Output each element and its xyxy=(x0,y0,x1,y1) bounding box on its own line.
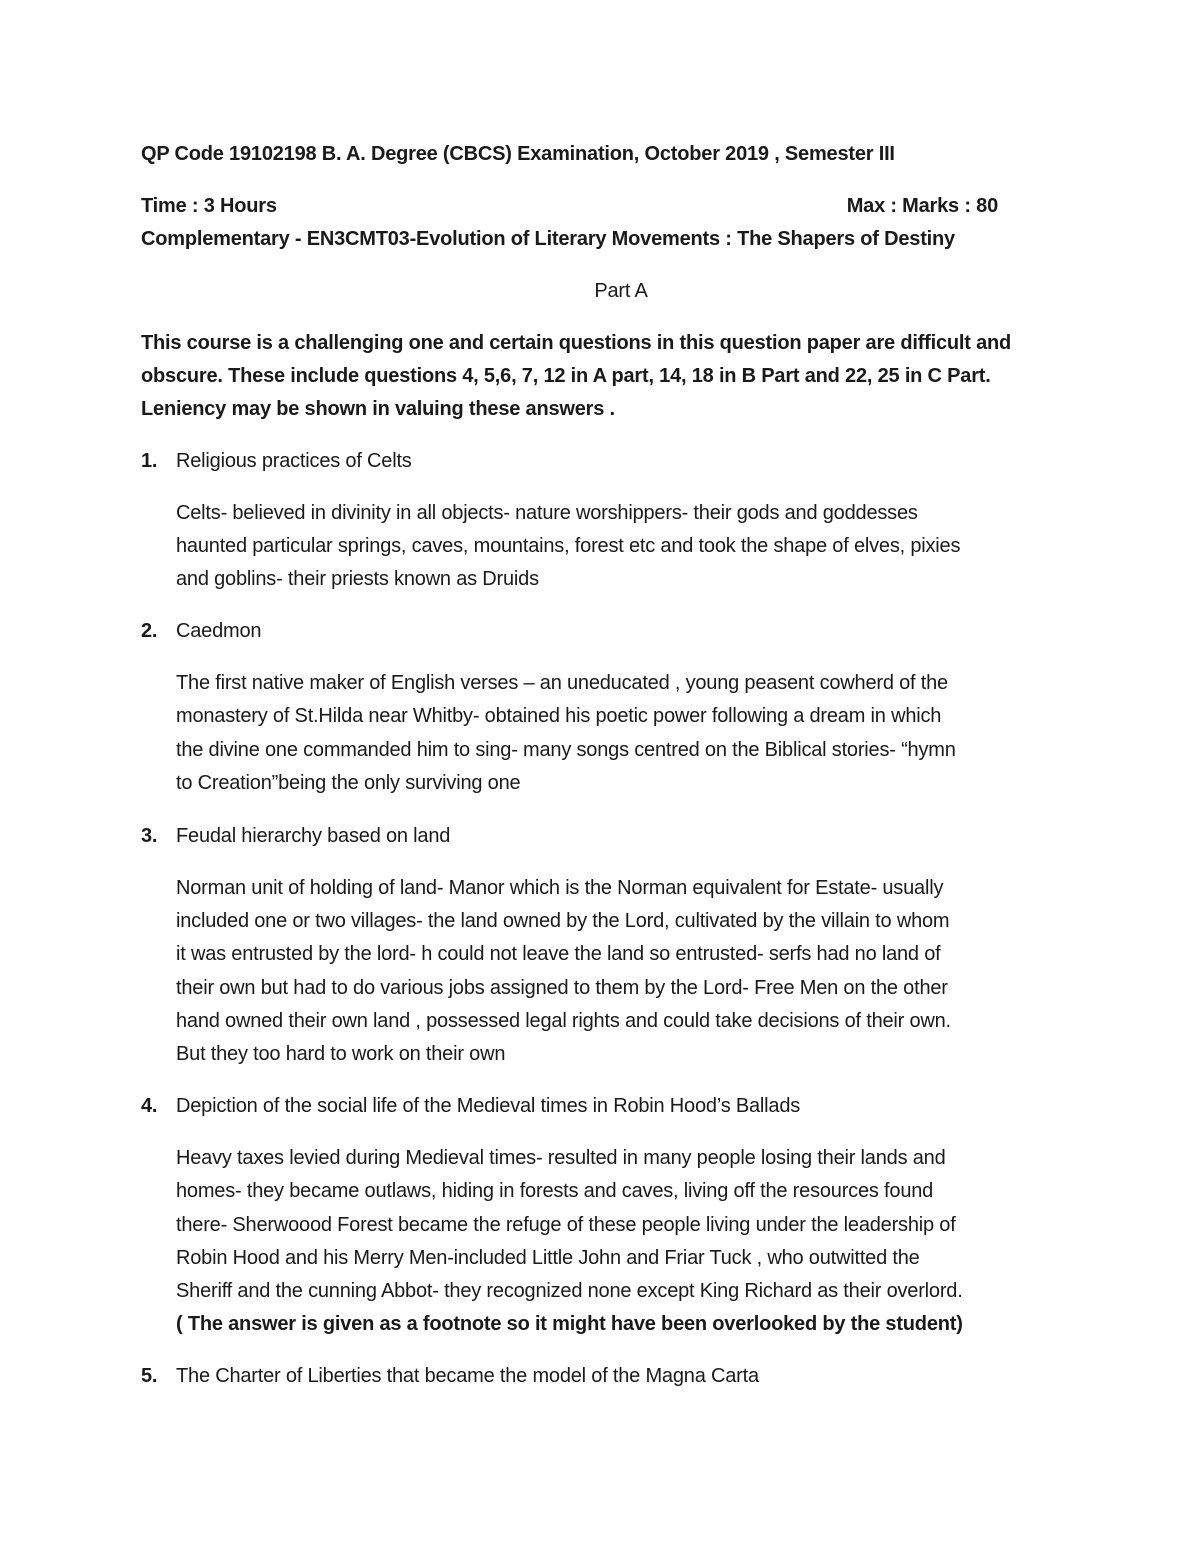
answer-line: to Creation”being the only surviving one xyxy=(176,771,521,794)
answer-line: homes- they became outlaws, hiding in forests and caves, living off the resources found xyxy=(176,1180,934,1203)
question-title: Depiction of the social life of the Medieval times in Robin Hood’s Ballads xyxy=(176,1095,801,1118)
exam-time: Time : 3 Hours xyxy=(141,195,277,217)
answer-line: monastery of St.Hilda near Whitby- obtained his poetic power following a dream in which xyxy=(176,705,942,728)
answer-2 xyxy=(176,667,1061,800)
question-2 xyxy=(141,615,1061,648)
max-marks: Max : Marks : 80 xyxy=(846,195,998,217)
document-body xyxy=(141,138,1061,1393)
answer-line: Robin Hood and his Merry Men-included Little John and Friar Tuck , who outwitted the xyxy=(176,1246,920,1269)
notice-line: obscure. These include questions 4, 5,6, 7, 12 in A part, 14, 18 in B Part and 22, 25 in C Part. xyxy=(141,365,991,388)
answer-3 xyxy=(176,872,1061,1071)
answer-4 xyxy=(176,1142,1061,1341)
answer-line: Norman unit of holding of land- Manor which is the Norman equivalent for Estate- usually xyxy=(176,877,944,900)
part-title: Part A xyxy=(594,280,648,302)
question-number: 1. xyxy=(141,449,158,472)
course-title: Complementary - EN3CMT03-Evolution of Literary Movements : The Shapers of Destiny xyxy=(141,228,955,250)
time-marks-row xyxy=(141,190,998,223)
question-number: 4. xyxy=(141,1095,158,1118)
question-number: 3. xyxy=(141,825,158,848)
answer-line: there- Sherwoood Forest became the refuge of these people living under the leadership of xyxy=(176,1213,956,1236)
answer-line: Sheriff and the cunning Abbot- they recognized none except King Richard as their overlord. xyxy=(176,1280,963,1303)
question-title: Caedmon xyxy=(176,620,262,643)
question-4 xyxy=(141,1090,1061,1123)
notice-line: This course is a challenging one and certain questions in this question paper are difficult and xyxy=(141,332,1012,354)
question-number: 2. xyxy=(141,620,158,643)
question-number: 5. xyxy=(141,1365,158,1388)
answer-footnote: ( The answer is given as a footnote so it might have been overlooked by the student) xyxy=(176,1313,963,1336)
notice-line: Leniency may be shown in valuing these answers . xyxy=(141,398,615,421)
answer-line: included one or two villages- the land owned by the Lord, cultivated by the villain to whom xyxy=(176,910,950,933)
question-5 xyxy=(141,1360,1061,1393)
notice xyxy=(141,327,1061,427)
answer-line: Heavy taxes levied during Medieval times- resulted in many people losing their lands and xyxy=(176,1147,946,1170)
answer-line: The first native maker of English verses – an uneducated , young peasent cowherd of the xyxy=(176,672,948,695)
answer-line: and goblins- their priests known as Druids xyxy=(176,568,539,591)
exam-header: QP Code 19102198 B. A. Degree (CBCS) Examination, October 2019 , Semester III xyxy=(141,143,895,165)
question-title: The Charter of Liberties that became the model of the Magna Carta xyxy=(176,1365,759,1388)
answer-line: their own but had to do various jobs assigned to them by the Lord- Free Men on the other xyxy=(176,976,948,999)
answer-line: But they too hard to work on their own xyxy=(176,1043,506,1066)
answer-line: it was entrusted by the lord- h could not leave the land so entrusted- serfs had no land of xyxy=(176,943,941,966)
question-3 xyxy=(141,820,1061,853)
answer-line: the divine one commanded him to sing- many songs centred on the Biblical stories- “hymn xyxy=(176,738,956,761)
answer-line: Celts- believed in divinity in all objects- nature worshippers- their gods and goddesses xyxy=(176,501,918,524)
question-title: Religious practices of Celts xyxy=(176,449,412,472)
answer-1 xyxy=(176,497,1061,597)
answer-line: haunted particular springs, caves, mountains, forest etc and took the shape of elves, pixies xyxy=(176,534,961,557)
answer-line: hand owned their own land , possessed legal rights and could take decisions of their own. xyxy=(176,1009,951,1032)
question-1 xyxy=(141,445,1061,478)
question-title: Feudal hierarchy based on land xyxy=(176,825,451,848)
